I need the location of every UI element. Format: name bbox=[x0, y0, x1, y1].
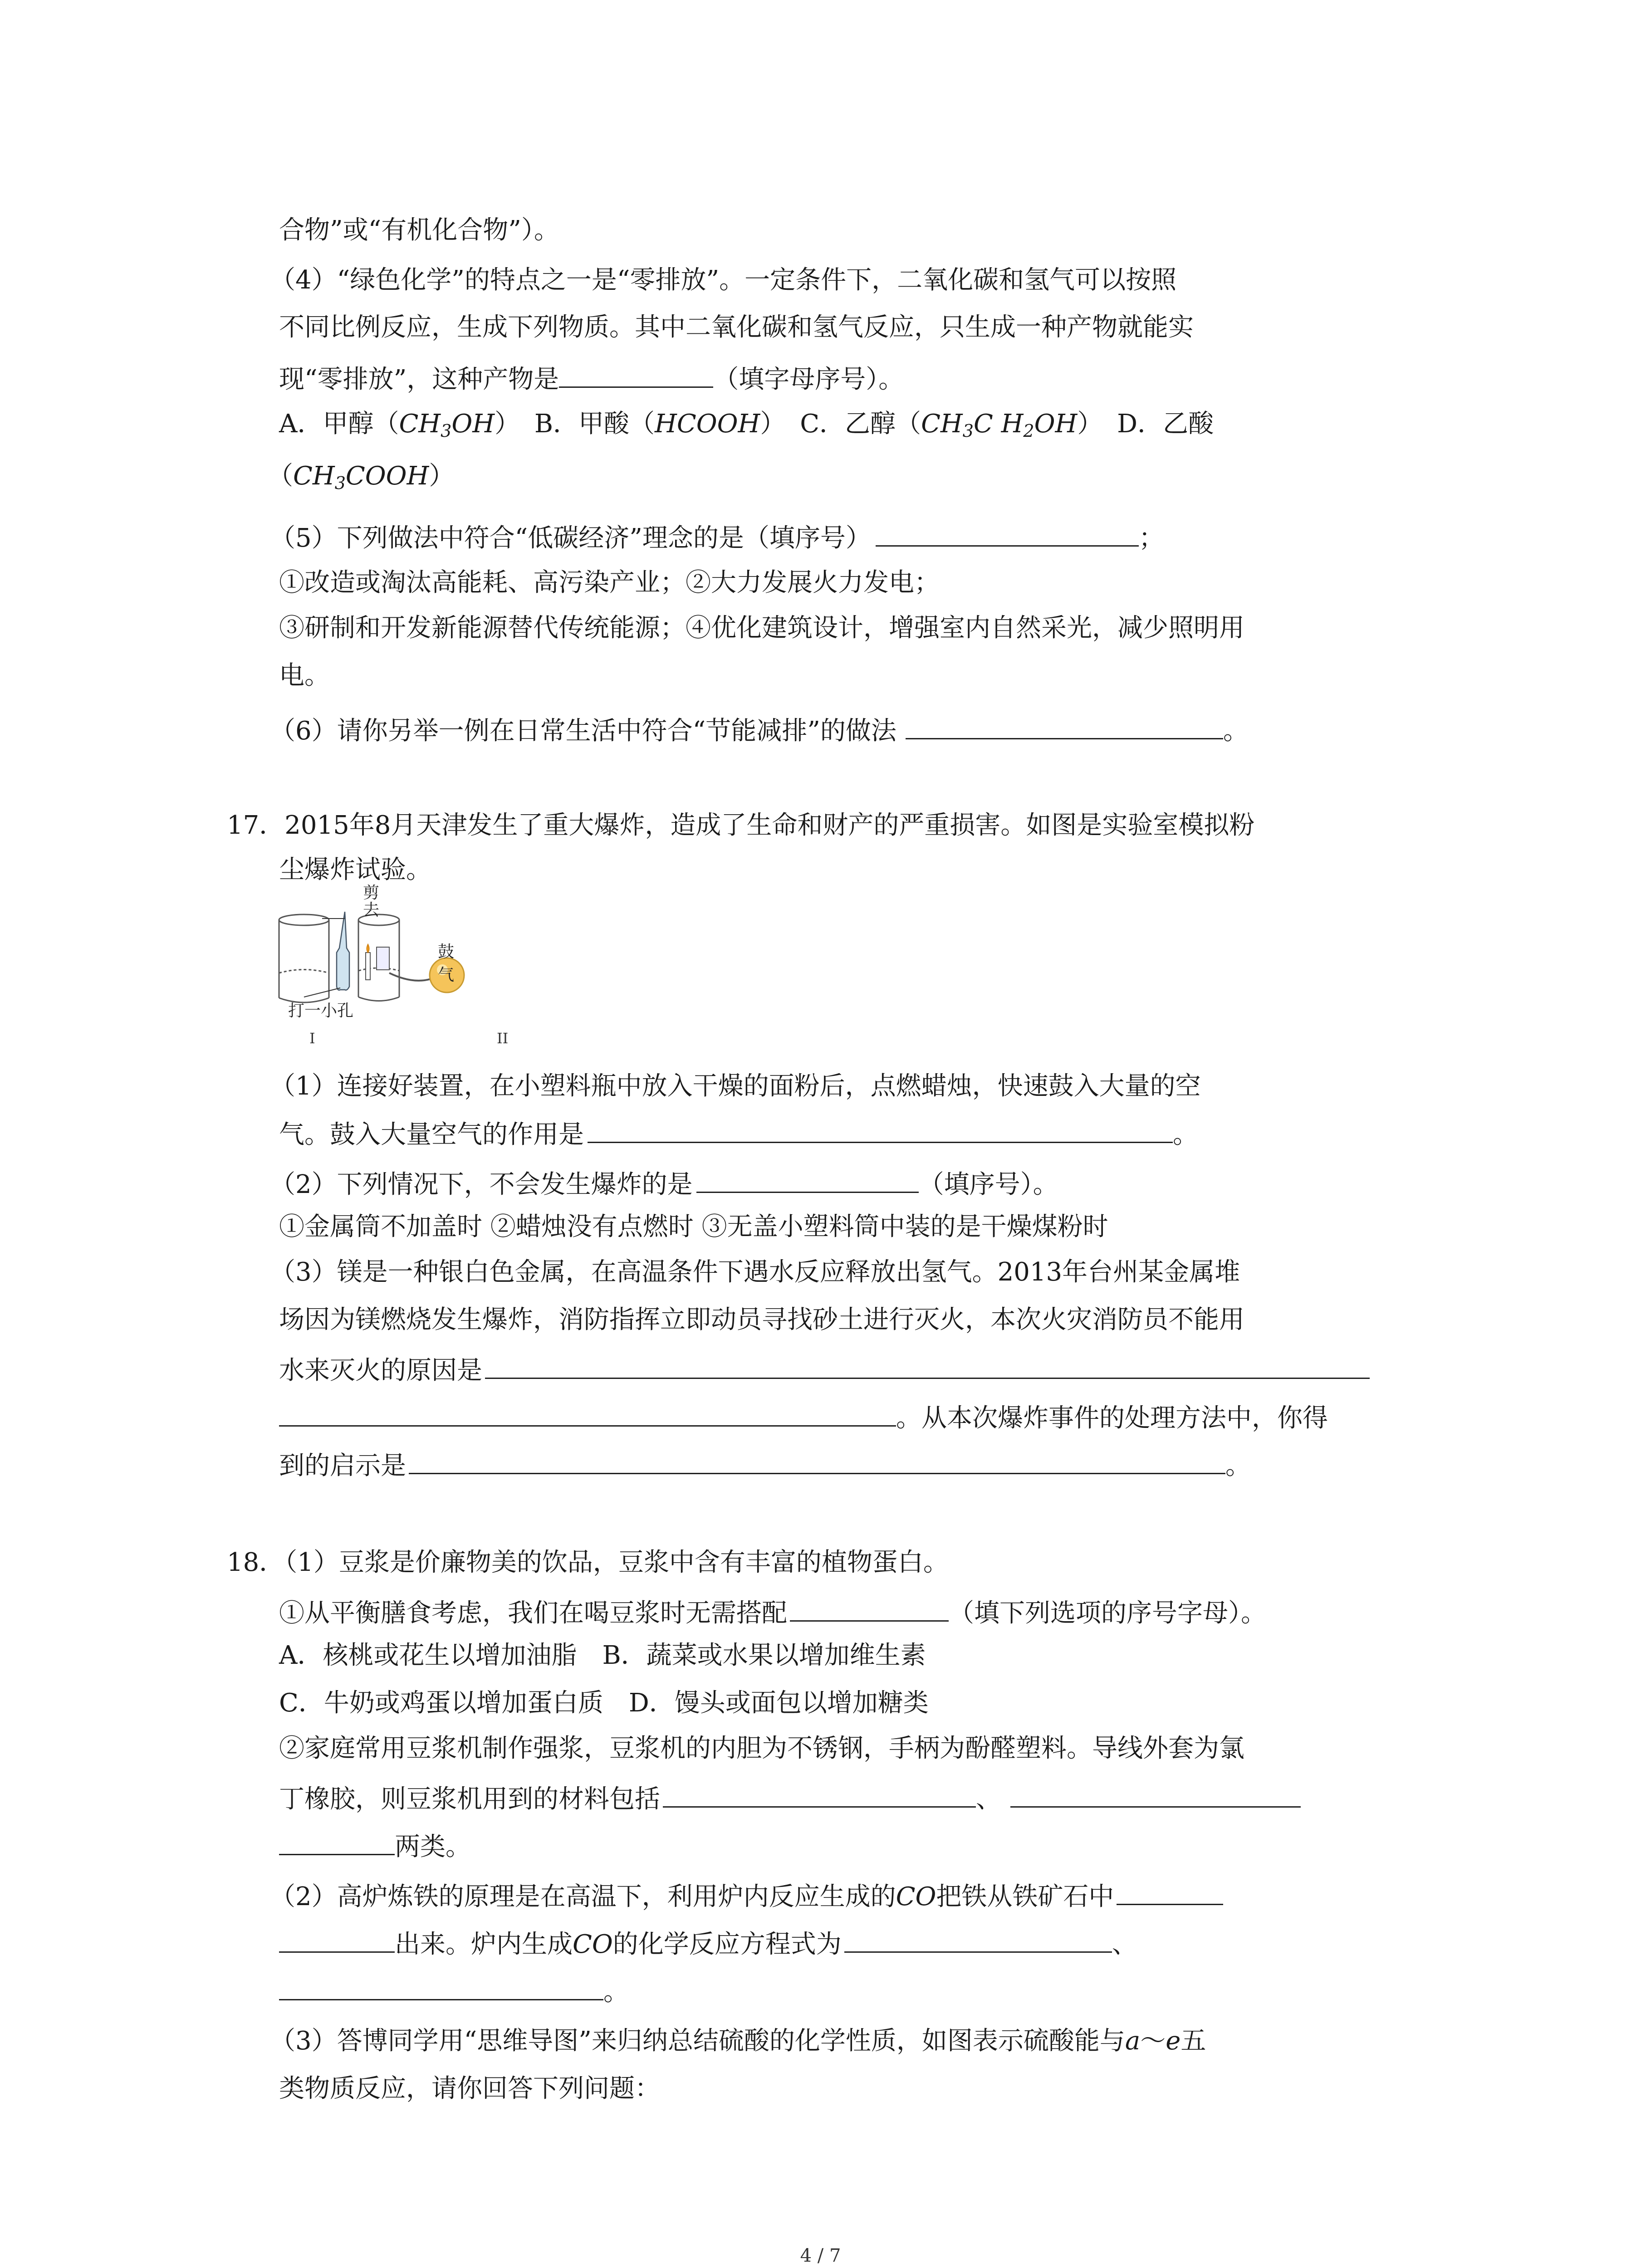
container-i bbox=[279, 914, 329, 1002]
answer-blank[interactable] bbox=[279, 1923, 395, 1953]
text-segment: 到的启示是 bbox=[279, 1451, 406, 1481]
text-line: ①金属筒不加盖时 ②蜡烛没有点燃时 ③无盖小塑料筒中装的是干燥煤粉时 bbox=[279, 1212, 1108, 1242]
formula: e bbox=[1166, 2026, 1181, 2056]
text-line bbox=[279, 1971, 629, 2007]
answer-blank[interactable] bbox=[279, 1826, 395, 1855]
answer-blank[interactable] bbox=[790, 1592, 949, 1622]
text-segment: 。 bbox=[1223, 716, 1249, 746]
text-segment: 。 bbox=[1173, 1120, 1198, 1149]
text-line: 不同比例反应，生成下列物质。其中二氧化碳和氢气反应，只生成一种产物就能实 bbox=[279, 313, 1194, 342]
option-d: D．乙酸 bbox=[1117, 409, 1214, 439]
text-line: ①改造或淘汰高能耗、高污染产业；②大力发展火力发电； bbox=[279, 568, 940, 597]
text-segment: （6）请你另举一例在日常生活中符合“节能减排”的做法 bbox=[270, 716, 896, 746]
options-line-cont: $(CH_3COOH)$ bbox=[268, 461, 455, 493]
text-line: （1）连接好装置，在小塑料瓶中放入干燥的面粉后，点燃蜡烛，快速鼓入大量的空 bbox=[270, 1071, 1201, 1101]
text-line bbox=[279, 1445, 1251, 1481]
text-line bbox=[279, 1397, 1328, 1433]
text-segment: 现“零排放”，这种产物是 bbox=[279, 365, 559, 394]
text-line bbox=[270, 710, 1249, 746]
text-segment: 。 bbox=[1225, 1451, 1251, 1481]
text-segment: 五 bbox=[1181, 2026, 1206, 2056]
text-line bbox=[279, 1114, 1198, 1150]
options-line: C．牛奶或鸡蛋以增加蛋白质 D．馒头或面包以增加糖类 bbox=[279, 1688, 929, 1718]
label-i: I bbox=[309, 1030, 315, 1047]
text-segment: 、 bbox=[976, 1784, 1001, 1814]
small-bottle bbox=[337, 912, 349, 990]
options-line bbox=[279, 406, 1214, 442]
text-line: （4）“绿色化学”的特点之一是“零排放”。一定条件下，二氧化碳和氢气可以按照 bbox=[270, 265, 1177, 295]
text-line: ②家庭常用豆浆机制作强浆，豆浆机的内胆为不锈钢，手柄为酚醛塑料。导线外套为氯 bbox=[279, 1734, 1244, 1763]
answer-blank[interactable] bbox=[696, 1163, 919, 1193]
text-line bbox=[279, 1778, 1301, 1814]
formula: CO bbox=[896, 1882, 936, 1911]
label-blow: 鼓气 bbox=[438, 943, 455, 984]
text-segment: 把铁从铁矿石中 bbox=[936, 1882, 1114, 1911]
dust-explosion-figure bbox=[277, 884, 509, 1047]
text-line bbox=[279, 1923, 1137, 1960]
text-line bbox=[270, 517, 1164, 553]
text-segment: （填字母序号）。 bbox=[713, 365, 904, 394]
answer-blank[interactable] bbox=[279, 1971, 603, 2000]
answer-blank[interactable] bbox=[1010, 1778, 1301, 1808]
text-segment: 出来。炉内生成 bbox=[395, 1930, 573, 1959]
options-line: A．核桃或花生以增加油脂 B．蔬菜或水果以增加维生素 bbox=[279, 1641, 926, 1670]
text-segment: ； bbox=[1138, 523, 1164, 553]
text-line: 合物”或“有机化合物”）。 bbox=[279, 215, 559, 245]
answer-blank[interactable] bbox=[485, 1349, 1370, 1379]
answer-blank[interactable] bbox=[409, 1445, 1225, 1474]
text-segment: （填下列选项的序号字母）。 bbox=[949, 1598, 1266, 1628]
tube bbox=[389, 973, 431, 981]
label-hole: 打一小孔 bbox=[288, 1002, 354, 1020]
text-segment: （5）下列做法中符合“低碳经济”理念的是（填序号） bbox=[270, 523, 871, 553]
text-line bbox=[279, 1826, 471, 1862]
text-segment: 两类。 bbox=[395, 1832, 471, 1862]
answer-blank[interactable] bbox=[588, 1114, 1173, 1143]
text-segment: （填序号）。 bbox=[918, 1170, 1058, 1199]
text-segment: 水来灭火的原因是 bbox=[279, 1356, 482, 1385]
option-c: C．乙醇（$CH_3C$ $H_2OH$） bbox=[800, 409, 1103, 441]
text-line bbox=[270, 2023, 1206, 2059]
answer-blank[interactable] bbox=[279, 1397, 896, 1427]
text-line bbox=[279, 1592, 1266, 1628]
label-cut: 剪去 bbox=[363, 884, 380, 919]
candle bbox=[366, 944, 370, 980]
text-line: ③研制和开发新能源替代传统能源；④优化建筑设计，增强室内自然采光，减少照明用 bbox=[279, 613, 1244, 643]
label-ii: II bbox=[497, 1030, 509, 1047]
text-line: 场因为镁燃烧发生爆炸，消防指挥立即动员寻找砂土进行灭火，本次火灾消防员不能用 bbox=[279, 1305, 1244, 1334]
text-line bbox=[279, 358, 904, 395]
text-segment: 。从本次爆炸事件的处理方法中，你得 bbox=[896, 1403, 1328, 1433]
text-segment: （2）高炉炼铁的原理是在高温下，利用炉内反应生成的 bbox=[270, 1882, 896, 1911]
text-line: （3）镁是一种银白色金属，在高温条件下遇水反应释放出氢气。2013年台州某金属堆 bbox=[270, 1257, 1240, 1287]
answer-blank[interactable] bbox=[906, 710, 1223, 739]
question-17: 17．2015年8月天津发生了重大爆炸，造成了生命和财产的严重损害。如图是实验室模拟粉 bbox=[227, 811, 1255, 840]
answer-blank[interactable] bbox=[844, 1923, 1112, 1953]
text-line: 类物质反应，请你回答下列问题： bbox=[279, 2074, 660, 2103]
question-18: 18．（1）豆浆是价廉物美的饮品，豆浆中含有丰富的植物蛋白。 bbox=[227, 1548, 949, 1577]
page-number: 4 / 7 bbox=[800, 2245, 841, 2266]
text-line bbox=[279, 1349, 1370, 1386]
text-segment: （2）下列情况下，不会发生爆炸的是 bbox=[270, 1170, 693, 1199]
text-line bbox=[270, 1163, 1058, 1200]
answer-blank[interactable] bbox=[876, 517, 1139, 547]
formula: a bbox=[1125, 2026, 1141, 2056]
answer-blank[interactable] bbox=[663, 1778, 976, 1808]
text-segment: 。 bbox=[603, 1977, 629, 2007]
option-a: A．甲醇$(CH_3OH)$ bbox=[279, 409, 520, 441]
formula: CO bbox=[573, 1930, 613, 1959]
text-segment: ～ bbox=[1140, 2026, 1166, 2056]
text-segment: 的化学反应方程式为 bbox=[612, 1930, 842, 1959]
text-line: 电。 bbox=[279, 661, 330, 690]
funnel bbox=[377, 947, 389, 970]
text-line: 尘爆炸试验。 bbox=[279, 855, 431, 885]
text-segment: 气。鼓入大量空气的作用是 bbox=[279, 1120, 584, 1149]
text-segment: ①从平衡膳食考虑，我们在喝豆浆时无需搭配 bbox=[279, 1598, 787, 1628]
option-b: B．甲酸（HCOOH） bbox=[534, 409, 786, 439]
text-line bbox=[270, 1876, 1223, 1912]
answer-blank[interactable] bbox=[559, 358, 713, 388]
text-segment: 、 bbox=[1112, 1930, 1137, 1959]
answer-blank[interactable] bbox=[1117, 1876, 1223, 1905]
text-segment: （3）答博同学用“思维导图”来归纳总结硫酸的化学性质，如图表示硫酸能与 bbox=[270, 2026, 1125, 2056]
text-segment: 丁橡胶，则豆浆机用到的材料包括 bbox=[279, 1784, 660, 1814]
